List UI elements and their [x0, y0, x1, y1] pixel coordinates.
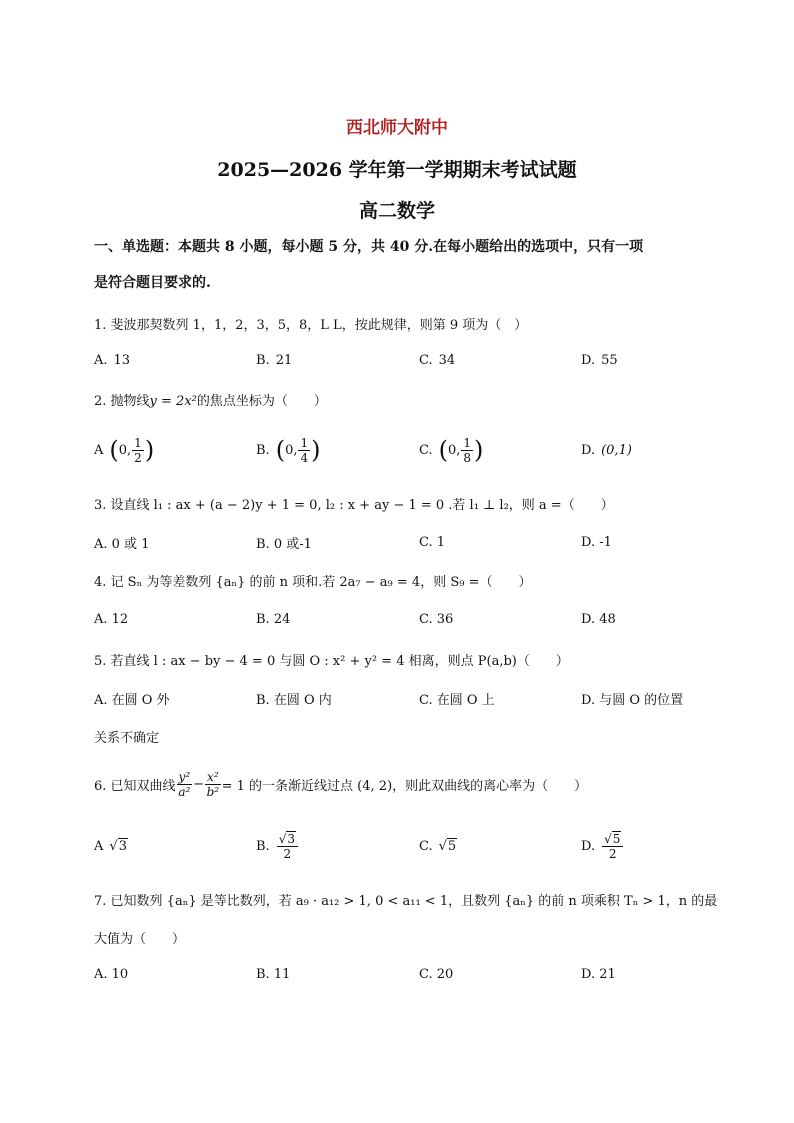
question-7-stem: 7. 已知数列 {aₙ} 是等比数列，若 a₉ · a₁₂ > 1, 0 < a₁₁ < 1，且数列 {aₙ} 的前 n 项乘积 Tₙ > 1，n 的最 [94, 894, 718, 909]
q5-option-d[interactable]: D. 与圆 O 的位置 [581, 692, 684, 708]
q2-option-c[interactable]: C. ( 0, $\frac{1}{8}$ ) [419, 435, 484, 465]
q4-option-d[interactable]: D. 48 [581, 611, 616, 627]
q7-option-b[interactable]: B. 11 [256, 966, 291, 982]
q7-option-d[interactable]: D. 21 [581, 966, 616, 982]
q6-d-fraction: $\frac{√5}{2}$ [602, 832, 623, 861]
q1-option-b[interactable]: B. 21 [256, 352, 293, 368]
question-2-stem: 2. 抛物线y = 2x²的焦点坐标为（ ） [94, 394, 327, 409]
exam-title: 2025—2026 学年第一学期期末考试试题 [217, 159, 577, 181]
q6-x-over-b: $\frac{\text{x²}}{\text{b²}}$ [206, 769, 220, 799]
q5-option-b[interactable]: B. 在圆 O 内 [256, 692, 332, 708]
q6-option-b[interactable]: B. $\frac{√3}{2}$ [256, 824, 299, 868]
q4-option-b[interactable]: B. 24 [256, 611, 291, 627]
q6-option-a[interactable]: A √3 [94, 838, 127, 854]
q5-option-c[interactable]: C. 在圆 O 上 [419, 692, 495, 708]
q5-option-a[interactable]: A. 在圆 O 外 [94, 692, 170, 708]
q2-option-d[interactable]: D. (0,1) [581, 442, 632, 458]
school-name: 西北师大附中 [346, 118, 448, 138]
q3-option-a[interactable]: A. 0 或 1 [94, 536, 150, 552]
question-6-stem: 6. 已知双曲线 $\frac{\text{y²}}{\text{a²}}$ − $\frac{\text{x²}}{\text{b²}}$ = 1 的一条渐近线过点 (4, 2)，则此双曲线的离心率为（ ） [94, 769, 588, 799]
q1-option-d[interactable]: D. 55 [581, 352, 618, 368]
question-3-stem: 3. 设直线 l₁ : ax + (a − 2)y + 1 = 0, l₂ : x + ay − 1 = 0 .若 l₁ ⊥ l₂，则 a =（ ） [94, 498, 614, 513]
question-2-options [94, 428, 714, 472]
section-instructions-line1: 一、单选题：本题共 8 小题，每小题 5 分，共 40 分.在每小题给出的选项中，只有一项 [94, 239, 644, 255]
q4-option-c[interactable]: C. 36 [419, 611, 454, 627]
q4-option-a[interactable]: A. 12 [94, 611, 129, 627]
q6-y-over-a: $\frac{\text{y²}}{\text{a²}}$ [178, 769, 191, 799]
q3-option-d[interactable]: D. -1 [581, 534, 612, 550]
question-6-options [94, 824, 714, 868]
question-5-options [94, 678, 714, 718]
question-4-stem: 4. 记 Sₙ 为等差数列 {aₙ} 的前 n 项和.若 2a₇ − a₉ = 4，则 S₉ =（ ） [94, 575, 532, 590]
section-instructions-line2: 是符合题目要求的. [94, 275, 211, 291]
question-4-options [94, 599, 714, 639]
subject-title: 高二数学 [358, 200, 435, 222]
q6-b-fraction: $\frac{√3}{2}$ [277, 832, 298, 861]
q2-a-fraction: $\frac{1}{2}$ [134, 435, 142, 465]
q6-option-d[interactable]: D. $\frac{√5}{2}$ [581, 824, 624, 868]
question-1-options [94, 340, 714, 380]
question-5-stem: 5. 若直线 l : ax − by − 4 = 0 与圆 O : x² + y² = 4 相离，则点 P(a,b)（ ） [94, 654, 569, 669]
q3-option-c[interactable]: C. 1 [419, 534, 446, 550]
q1-option-c[interactable]: C. 34 [419, 352, 456, 368]
q7-option-c[interactable]: C. 20 [419, 966, 454, 982]
q7-option-a[interactable]: A. 10 [94, 966, 129, 982]
q1-option-a[interactable]: A. 13 [94, 352, 131, 368]
q2-option-b[interactable]: B. ( 0, $\frac{1}{4}$ ) [256, 435, 321, 465]
q2-b-fraction: $\frac{1}{4}$ [300, 435, 309, 465]
q6-option-c[interactable]: C. √5 [419, 838, 457, 854]
q2-c-fraction: $\frac{1}{8}$ [463, 435, 472, 465]
question-5-option-d-continuation: 关系不确定 [94, 731, 160, 746]
question-7-stem-continuation: 大值为（ ） [94, 932, 186, 947]
q2-option-a[interactable]: A ( 0, $\frac{1}{2}$ ) [94, 435, 155, 465]
question-3-options [94, 522, 714, 562]
question-7-options [94, 954, 714, 994]
question-1-stem: 1. 斐波那契数列 1，1，2，3，5，8，L L，按此规律，则第 9 项为（ ） [94, 318, 528, 333]
q3-option-b[interactable]: B. 0 或-1 [256, 536, 312, 552]
